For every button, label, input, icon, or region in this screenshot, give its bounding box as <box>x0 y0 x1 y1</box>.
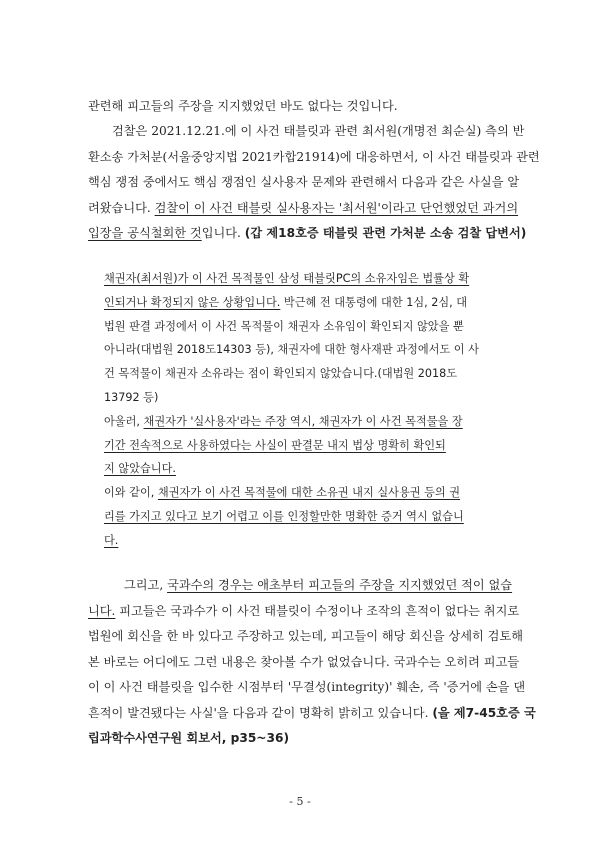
paragraph-2 <box>88 119 540 247</box>
underlined-text: 니다. <box>88 603 116 618</box>
text-span: 박근혜 전 대통령에 대한 1심, 2심, 대 <box>280 295 468 309</box>
text-line <box>88 650 520 676</box>
text-span: 그리고, <box>124 578 168 592</box>
text-line <box>104 338 514 362</box>
paragraph-1 <box>88 94 513 120</box>
text-line <box>88 675 526 701</box>
underlined-text: 지 않았습니다. <box>104 462 176 476</box>
underlined-text: 국과수의 경우는 애초부터 피고들의 주장을 지지했었던 적이 없습 <box>167 578 513 592</box>
underlined-text: 기간 전속적으로 사용하였다는 사실이 판결문 내지 법상 명확히 확인되 <box>104 438 446 452</box>
text-span: 이와 같이, <box>104 486 158 500</box>
text-line <box>88 119 525 145</box>
text-line <box>104 291 514 315</box>
text-span: 법원 판결 과정에서 이 사건 목적물이 채권자 소유임이 확인되지 않았을 뿐 <box>104 319 464 333</box>
text-line <box>88 145 540 171</box>
underlined-text: 채권자(최서원)가 이 사건 목적물인 삼성 태블릿PC의 소유자임은 법률상 확 <box>104 272 470 285</box>
exhibit-reference: (을 제7-45호증 국 <box>432 705 536 720</box>
text-span: 아울러, <box>104 414 144 428</box>
text-span: 13792 등) <box>104 390 159 404</box>
text-line <box>88 701 536 727</box>
text-span: 관련해 피고들의 주장을 지지했었던 바도 없다는 것입니다. <box>88 99 398 113</box>
text-span: 이 이 사건 태블릿을 입수한 시점부터 '무결성(integrity)' 훼손, 즉 '증거에 손을 댄 <box>88 680 526 694</box>
text-span: 피고들은 국과수가 이 사건 태블릿이 수정이나 조작의 흔적이 없다는 취지로 <box>115 603 520 618</box>
text-span: 핵심 쟁점 중에서도 핵심 쟁점인 실사용자 문제와 관련해서 다음과 같은 사실을 알 <box>88 175 520 189</box>
text-line <box>104 362 514 386</box>
text-span: 려왔습니다. <box>88 200 155 215</box>
underlined-text: 채권자가 '실사용자'라는 주장 역시, 채권자가 이 사건 목적물을 장 <box>143 414 463 428</box>
underlined-text: 리를 가지고 있다고 보기 어렵고 이를 인정할만한 명확한 증거 역시 없습니 <box>104 509 464 523</box>
text-line <box>104 505 514 529</box>
text-line <box>104 481 514 505</box>
text-line <box>88 221 527 247</box>
text-span: 흔적이 발견됐다는 사실'을 다음과 같이 명확히 밝히고 있습니다. <box>88 705 433 720</box>
quoted-block <box>104 267 514 553</box>
text-line <box>88 170 520 196</box>
text-span: 건 목적물이 채권자 소유라는 점이 확인되지 않았습니다.(대법원 2018도 <box>104 367 458 381</box>
page-number: - 5 - <box>289 795 311 808</box>
text-line <box>104 434 514 458</box>
text-span: 환소송 가처분(서울중앙지법 2021카합21914)에 대응하면서, 이 사건 태블릿과 관련 <box>88 149 540 164</box>
underlined-text: 인되거나 확정되지 않은 상황입니다. <box>104 295 281 309</box>
text-span: 검찰은 2021.12.21.에 이 사건 태블릿과 관련 최서원(개명전 최순실) 측의 반 <box>112 124 525 138</box>
text-line <box>88 624 524 650</box>
text-line <box>104 529 514 553</box>
text-line <box>88 94 513 120</box>
text-line <box>88 726 513 752</box>
text-span: 입니다. <box>201 226 245 240</box>
text-span: 아니라(대법원 2018도14303 등), 채권자에 대한 형사재판 과정에서도 이 사 <box>104 343 479 357</box>
text-line <box>104 315 514 339</box>
text-line <box>88 573 513 599</box>
underlined-text: 다. <box>104 533 119 547</box>
text-line <box>104 457 514 481</box>
text-line <box>104 267 514 291</box>
text-span: 법원에 회신을 한 바 있다고 주장하고 있는데, 피고들이 해당 회신을 상세히 검토해 <box>88 629 524 643</box>
text-line <box>104 386 514 410</box>
text-span: 본 바로는 어디에도 그런 내용은 찾아볼 수가 없었습니다. 국과수는 오히려 피고들 <box>88 654 520 669</box>
exhibit-reference: 립과학수사연구원 회보서, p35~36) <box>88 731 290 745</box>
underlined-text: 검찰이 이 사건 태블릿 실사용자는 '최서원'이라고 단언했었던 과거의 <box>154 200 519 215</box>
text-line <box>88 599 520 625</box>
paragraph-3 <box>88 573 536 752</box>
text-line <box>104 410 514 434</box>
underlined-text: 입장을 공식철회한 것 <box>88 226 202 240</box>
text-line <box>88 196 519 222</box>
underlined-text: 채권자가 이 사건 목적물에 대한 소유권 내지 실사용권 등의 권 <box>157 486 461 500</box>
exhibit-reference: (갑 제18호증 태블릿 관련 가처분 소송 검찰 답변서) <box>244 226 527 240</box>
